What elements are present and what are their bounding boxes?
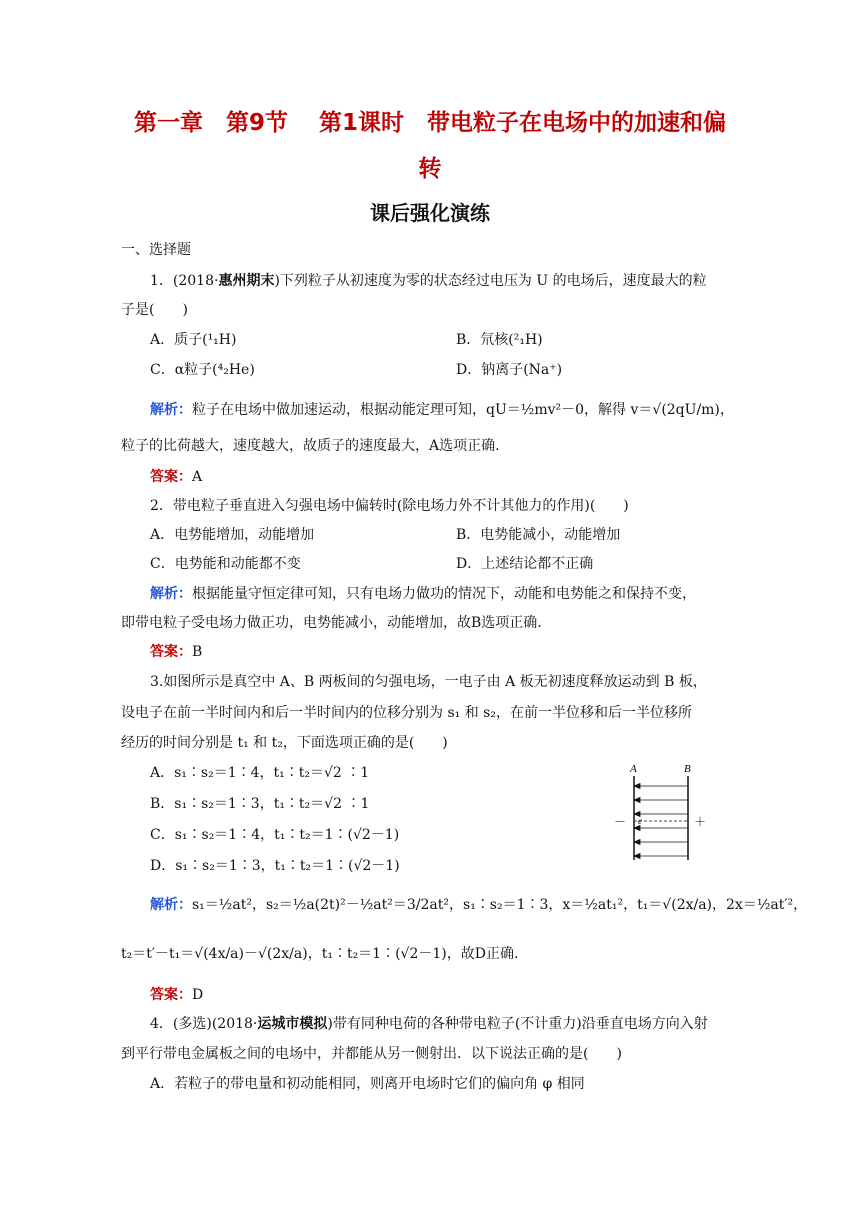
q1-analysis-cont: 粒子的比荷越大，速度越大，故质子的速度最大，A选项正确. [121,438,500,454]
q3-analysis-text: s₁＝½at²，s₂＝½a(2t)²－½at²＝3/2at²，s₁∶s₂＝1∶3，x＝½at₁²，t₁＝√(2x/a)，2x＝½at′²， [192,897,808,913]
answer-label: 答案： [150,469,192,485]
analysis-label: 解析： [150,586,192,602]
q4-stem-part: )带有同种电荷的各种带电粒子(不计重力)沿垂直电场方向入射 [327,1016,708,1032]
q3-stem: 3.如图所示是真空中 A、B 两板间的匀强电场，一电子由 A 板无初速度释放运动到 B 板， [150,674,707,690]
page-title [120,100,740,192]
q3-option-c: C．s₁∶s₂＝1∶4，t₁∶t₂＝1∶(√2－1) [150,827,400,843]
q1-option-d: D．钠离子(Na⁺) [456,362,563,378]
q4-stem-cont: 到平行带电金属板之间的电场中，并都能从另一侧射出．以下说法正确的是( ) [121,1046,622,1062]
answer-label: 答案： [150,644,192,660]
q3-option-b: B．s₁∶s₂＝1∶3，t₁∶t₂＝√2 ∶1 [150,796,370,812]
q1-stem [150,271,707,291]
q3-option-a: A．s₁∶s₂＝1∶4，t₁∶t₂＝√2 ∶1 [150,765,370,781]
q2-option-a: A．电势能增加，动能增加 [150,527,315,543]
q3-answer-value: D [192,987,204,1003]
q2-stem: 2．带电粒子垂直进入匀强电场中偏转时(除电场力外不计其他力的作用)( ) [150,498,629,514]
q1-answer-value: A [192,469,203,485]
q2-answer [150,642,202,662]
q4-stem [150,1014,708,1034]
q2-analysis [150,584,696,604]
q4-option-a: A．若粒子的带电量和初动能相同，则离开电场时它们的偏向角 φ 相同 [150,1076,585,1092]
section-heading: 一、选择题 [121,242,191,258]
electric-field-diagram [608,760,718,870]
title-line-1: 第一章 第9节 第1课时 带电粒子在电场中的加速和偏 [133,110,726,136]
q1-analysis-text: 粒子在电场中做加速运动，根据动能定理可知，qU＝½mv²－0，解得 v＝√(2qU/m)， [192,402,734,418]
plus-sign: ＋ [694,815,707,829]
q2-analysis-text: 根据能量守恒定律可知，只有电场力做功的情况下，动能和电势能之和保持不变， [192,586,696,602]
q2-analysis-cont: 即带电粒子受电场力做正功，电势能减小，动能增加，故B选项正确. [121,615,542,631]
q3-option-d: D．s₁∶s₂＝1∶3，t₁∶t₂＝1∶(√2－1) [150,858,400,874]
title-line-2: 转 [418,156,442,182]
page-subtitle: 课后强化演练 [370,201,490,225]
analysis-label: 解析： [150,897,192,913]
q3-analysis-cont: t₂＝t′－t₁＝√(4x/a)－√(2x/a)，t₁∶t₂＝1∶(√2－1)，故D正确. [121,946,519,962]
q3-stem-cont-1: 设电子在前一半时间内和后一半时间内的位移分别为 s₁ 和 s₂，在前一半位移和后一半位移所 [121,705,692,721]
q1-analysis [150,400,734,420]
q1-answer [150,467,202,487]
q4-stem-part: 4．(多选)(2018· [150,1016,258,1032]
q2-answer-value: B [192,644,203,660]
q3-stem-cont-2: 经历的时间分别是 t₁ 和 t₂，下面选项正确的是( ) [121,735,448,751]
q2-option-b: B．电势能减小，动能增加 [456,527,621,543]
q1-option-a: A．质子(¹₁H) [150,332,237,348]
q3-answer [150,985,203,1005]
q2-option-d: D．上述结论都不正确 [456,556,594,572]
q4-source: 运城市模拟 [257,1016,328,1032]
q1-stem-cont: 子是( ) [121,302,188,318]
q1-option-c: C．α粒子(⁴₂He) [150,362,255,378]
electron-label: e [638,816,642,826]
q1-source: 惠州期末 [218,273,275,289]
minus-sign: － [614,815,627,829]
q1-stem-part: 1．(2018· [150,273,219,289]
q2-option-c: C．电势能和动能都不变 [150,556,301,572]
q1-option-b: B．氘核(²₁H) [456,332,543,348]
analysis-label: 解析： [150,402,192,418]
q1-stem-part: )下列粒子从初速度为零的状态经过电压为 U 的电场后，速度最大的粒 [274,273,707,289]
q3-analysis [150,895,807,915]
answer-label: 答案： [150,987,192,1003]
plate-b-label: B [684,763,691,775]
plate-a-label: A [630,763,637,775]
